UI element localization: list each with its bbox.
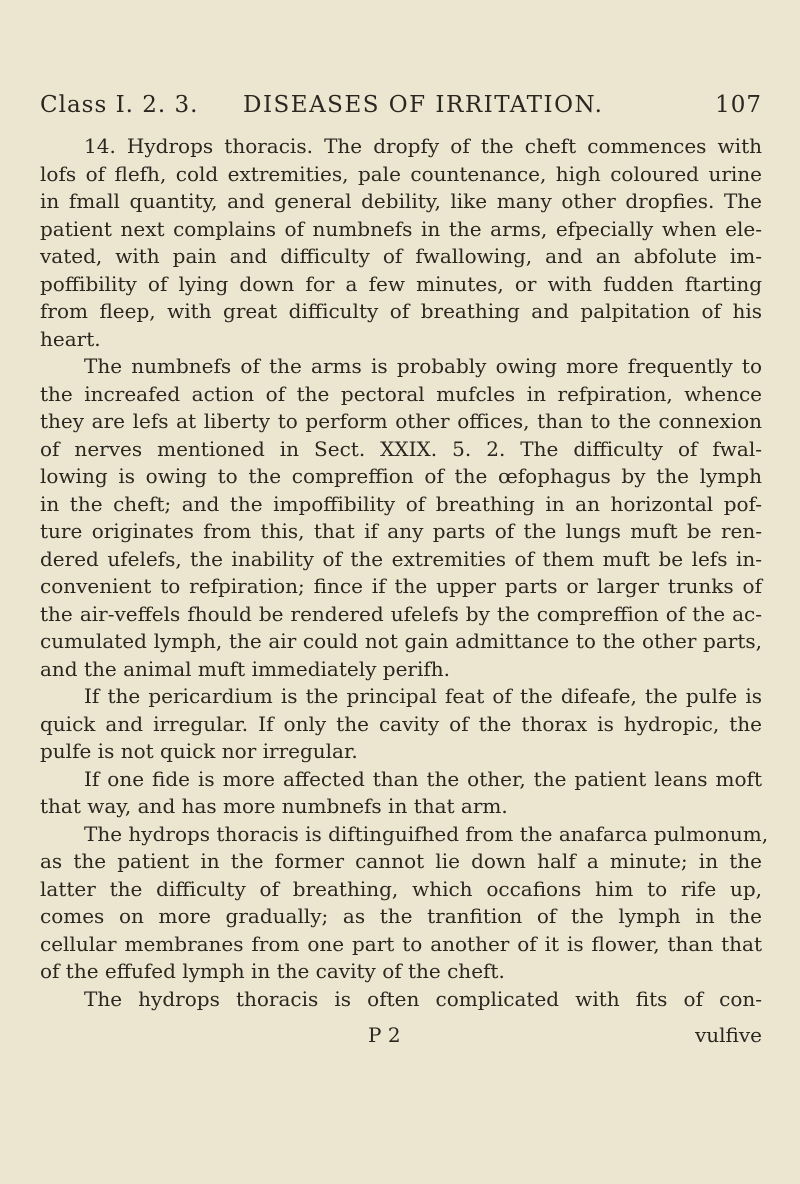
text-line: patient next complains of numbnefs in the arms, efpecially when ele- [40,216,762,241]
header-running-title: DISEASES OF IRRITATION. [243,92,604,118]
text-line: cellular membranes from one part to another of it is flower, than that [40,931,762,956]
text-line: convenient to refpiration; fince if the upper parts or larger trunks of [40,574,762,598]
text-line: heart. [40,326,101,351]
text-line: lowing is owing to the compreffion of the œfophagus by the lymph [40,464,762,488]
page-body-text [40,133,769,1013]
text-line: latter the difficulty of breathing, which occafions him to rife up, [40,876,762,901]
text-line: cumulated lymph, the air could not gain admittance to the other parts, [40,629,762,653]
text-line: pulfe is not quick nor irregular. [40,739,358,763]
text-line: The hydrops thoracis is diftinguifhed from the anafarca pulmonum, [84,821,769,846]
text-line: that way, and has more numbnefs in that arm. [40,794,508,818]
header-class-label: Class I. 2. 3. [40,92,199,118]
running-header [40,92,762,122]
text-line: The hydrops thoracis is often complicated with fits of con- [84,986,762,1011]
text-line: quick and irregular. If only the cavity of the thorax is hydropic, the [40,711,762,736]
text-line: and the animal muft immediately perifh. [40,656,451,681]
text-line: dered ufelefs, the inability of the extremities of them muft be lefs in- [40,546,762,571]
text-line: If the pericardium is the principal feat of the difeafe, the pulfe is [84,684,762,708]
text-line: as the patient in the former cannot lie down half a minute; in the [40,849,762,873]
text-line: comes on more gradually; as the tranfition of the lymph in the [40,904,762,928]
text-line: lofs of flefh, cold extremities, pale countenance, high coloured urine [40,161,762,186]
text-line: of the effufed lymph in the cavity of the cheft. [40,959,505,983]
text-line: 14. Hydrops thoracis. The dropfy of the cheft commences with [84,134,762,158]
text-line: ture originates from this, that if any parts of the lungs muft be ren- [40,519,762,543]
page-number: 107 [715,92,762,118]
text-line: the air-veffels fhould be rendered ufelefs by the compreffion of the ac- [40,601,762,626]
text-line: from fleep, with great difficulty of breathing and palpitation of his [40,299,762,323]
text-line: they are lefs at liberty to perform other offices, than to the connexion [40,409,762,433]
text-line: in fmall quantity, and general debility, like many other dropfies. The [40,189,762,213]
page-footer [40,1023,762,1051]
text-line: vated, with pain and difficulty of fwallowing, and an abfolute im- [40,244,762,268]
text-line: in the cheft; and the impoffibility of breathing in an horizontal pof- [40,491,762,516]
text-line: poffibility of lying down for a few minutes, or with fudden ftarting [40,271,762,296]
signature-mark: P 2 [368,1023,401,1047]
catchword: vulfive [694,1023,762,1047]
text-line: The numbnefs of the arms is probably owing more frequently to [84,354,762,378]
text-line: If one fide is more affected than the other, the patient leans moft [84,766,762,791]
text-line: the increafed action of the pectoral mufcles in refpiration, whence [40,381,762,406]
text-line: of nerves mentioned in Sect. XXIX. 5. 2. The difficulty of fwal- [40,436,762,461]
